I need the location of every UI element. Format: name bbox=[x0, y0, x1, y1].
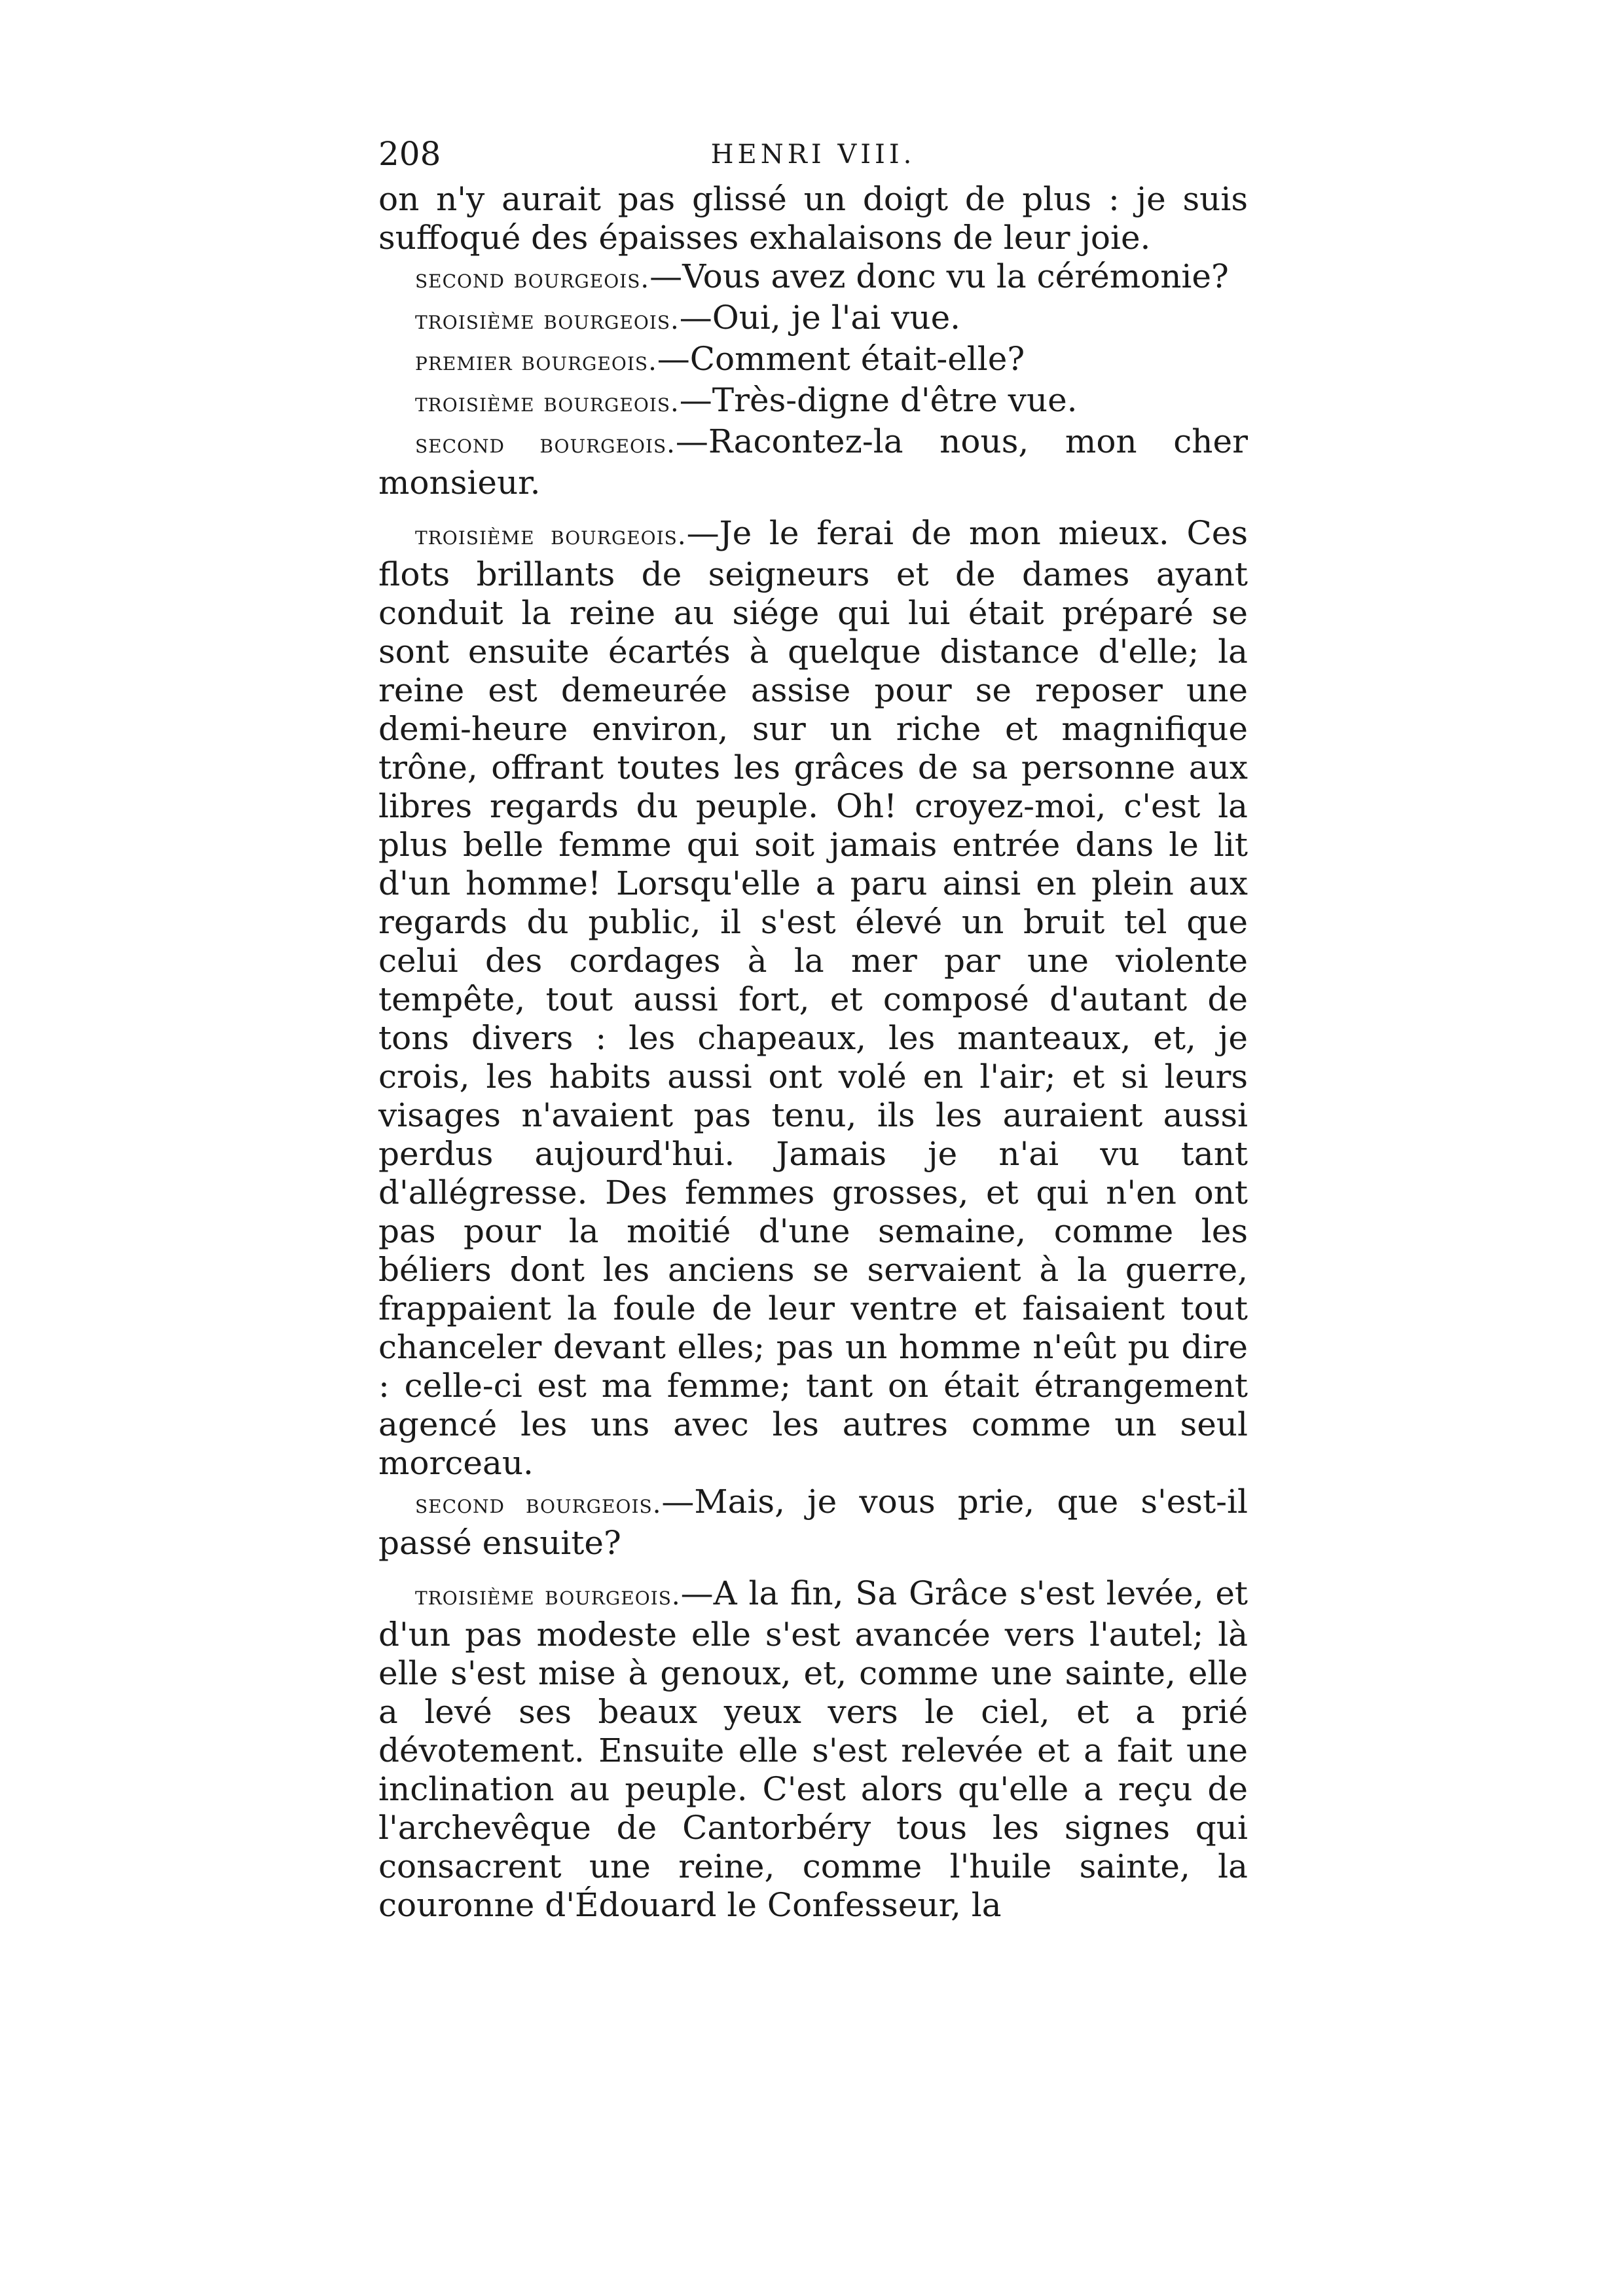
running-head bbox=[378, 134, 1248, 180]
dialogue-line bbox=[378, 340, 1248, 381]
dialogue-text: —Je le ferai de mon mieux. Ces flots brillants de seigneurs et de dames ayant conduit la reine au siége qui lui était préparé se sont ensuite écartés à quelque distance d'elle; la reine est demeurée assise pour se reposer une demi-heure environ, sur un riche et magnifique trône, offrant toutes les grâces de sa personne aux libres regards du peuple. Oh! croyez-moi, c'est la plus belle femme qui soit jamais entrée dans le lit d'un homme! Lorsqu'elle a paru ainsi en plein aux regards du public, il s'est élevé un bruit tel que celui des cordages à la mer par une violente tempête, tout aussi fort, et composé d'autant de tons divers : les chapeaux, les manteaux, et, je crois, les habits aussi ont volé en l'air; et si leurs visages n'avaient pas tenu, ils les auraient aussi perdus aujourd'hui. Jamais je n'ai vu tant d'allégresse. Des femmes grosses, et qui n'en ont pas pour la moitié d'une semaine, comme les béliers dont les anciens se servaient à la guerre, frappaient la foule de leur ventre et faisaient tout chanceler devant elles; pas un homme n'eût pu dire : celle-ci est ma femme; tant on était étrangement agencé les uns avec les autres comme un seul morceau. bbox=[378, 514, 1248, 1482]
dialogue-line bbox=[378, 257, 1248, 299]
speaker-label: troisième bourgeois. bbox=[415, 305, 680, 335]
speaker-label: second bourgeois. bbox=[415, 1489, 662, 1519]
speaker-label: troisième bourgeois. bbox=[415, 1581, 681, 1611]
dialogue-text: —Mais, je vous prie, que s'est-il passé ensuite? bbox=[378, 1483, 1248, 1562]
dialogue-line bbox=[378, 1483, 1248, 1563]
dialogue-line bbox=[378, 381, 1248, 422]
dialogue-text: —Très-digne d'être vue. bbox=[679, 381, 1078, 419]
speaker-label: troisième bourgeois. bbox=[415, 388, 680, 418]
speaker-label: premier bourgeois. bbox=[415, 346, 657, 377]
book-page bbox=[378, 134, 1248, 1925]
dialogue-speech bbox=[378, 514, 1248, 1483]
dialogue-text: —Oui, je l'ai vue. bbox=[679, 299, 961, 337]
dialogue-text: —Racontez-la nous, mon cher monsieur. bbox=[378, 422, 1248, 502]
running-title: HENRI VIII. bbox=[710, 139, 916, 170]
dialogue-line bbox=[378, 299, 1248, 340]
dialogue-line bbox=[378, 422, 1248, 502]
paragraph-continuation bbox=[378, 180, 1248, 257]
dialogue-text: —Vous avez donc vu la cérémonie? bbox=[649, 257, 1229, 295]
paragraph-text: on n'y aurait pas glissé un doigt de plus : je suis suffoqué des épaisses exhalaisons de leur joie. bbox=[378, 180, 1248, 257]
speaker-label: troisième bourgeois. bbox=[415, 521, 687, 551]
dialogue-text: —A la fin, Sa Grâce s'est levée, et d'un pas modeste elle s'est avancée vers l'autel; là elle s'est mise à genoux, et, comme une sainte, elle a levé ses beaux yeux vers le ciel, et a prié dévotement. Ensuite elle s'est relevée et a fait une inclination au peuple. C'est alors qu'elle a reçu de l'archevêque de Cantorbéry tous les signes qui consacrent une reine, comme l'huile sainte, la couronne d'Édouard le Confesseur, la bbox=[378, 1574, 1248, 1924]
dialogue-text: —Comment était-elle? bbox=[657, 340, 1025, 378]
speaker-label: second bourgeois. bbox=[415, 264, 650, 294]
speaker-label: second bourgeois. bbox=[415, 429, 676, 459]
page-number: 208 bbox=[378, 135, 441, 173]
dialogue-speech bbox=[378, 1574, 1248, 1925]
